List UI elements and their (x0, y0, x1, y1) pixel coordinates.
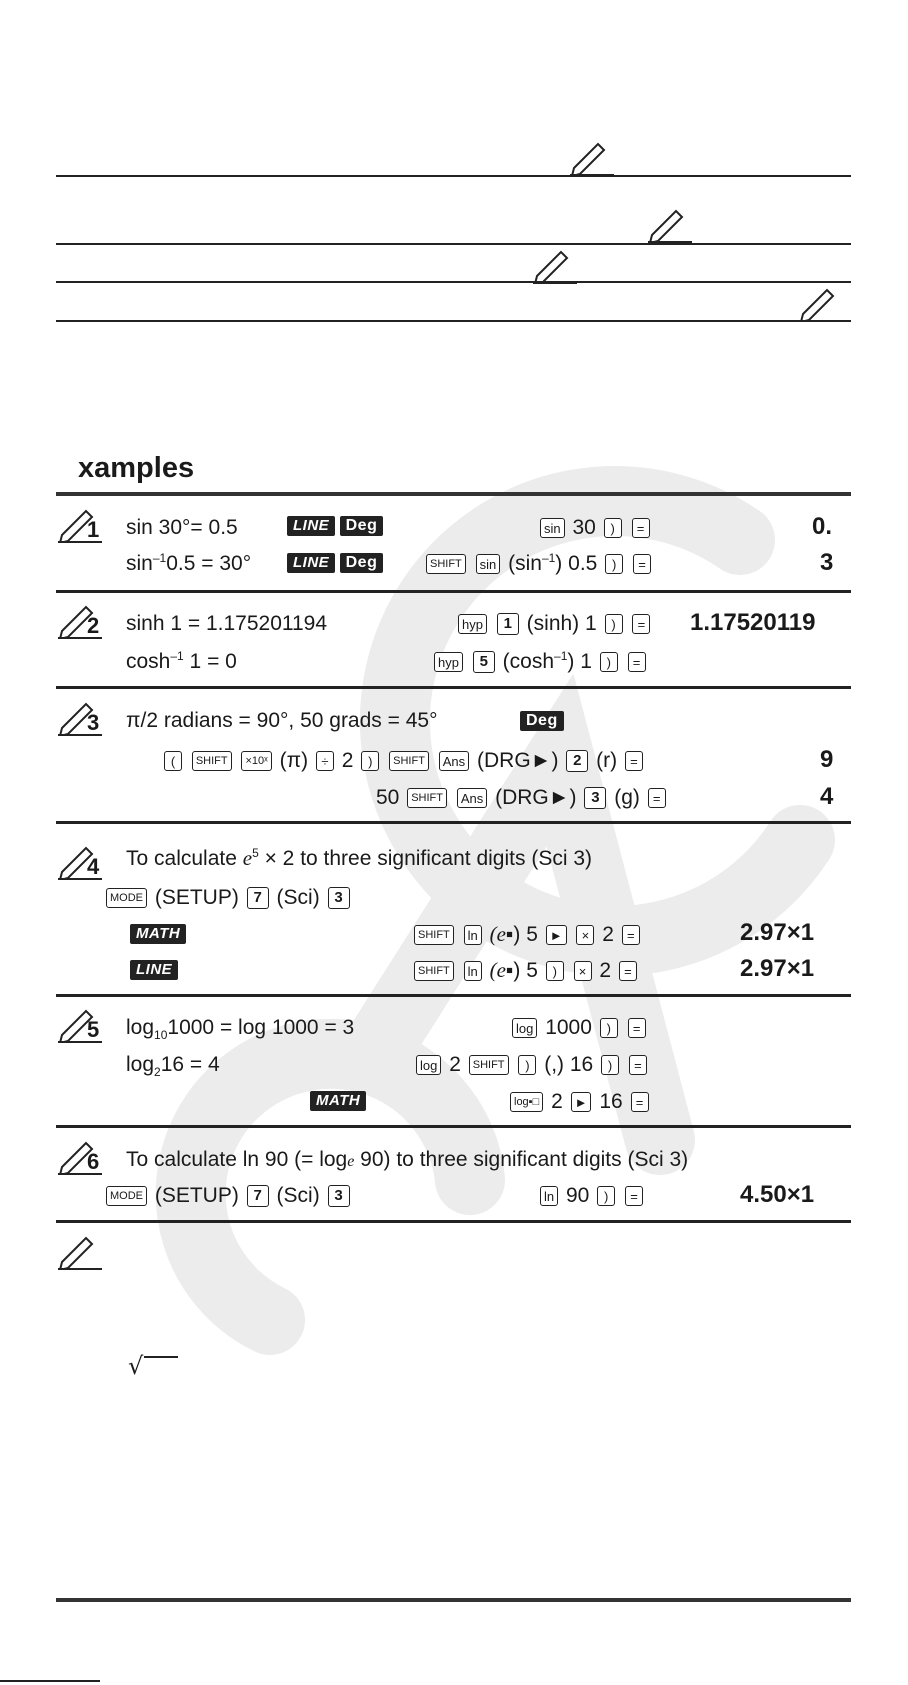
example-number: 6 (87, 1149, 100, 1174)
hyp-key[interactable]: hyp (434, 652, 463, 672)
close-paren-key[interactable]: ) (546, 961, 564, 981)
three-key[interactable]: 3 (328, 1185, 350, 1207)
mode-key[interactable]: MODE (106, 888, 147, 908)
three-key[interactable]: 3 (584, 787, 606, 809)
close-paren-key[interactable]: ) (361, 751, 379, 771)
key-label-end: ▪) (505, 959, 521, 982)
setup-sequence (104, 1183, 352, 1209)
sin-key[interactable]: sin (540, 518, 565, 538)
shift-key[interactable]: SHIFT (192, 751, 232, 771)
rule (56, 686, 851, 689)
expr-pre: cosh (126, 650, 171, 673)
open-paren-key[interactable]: ( (164, 751, 182, 771)
key-label: (,) (544, 1053, 565, 1076)
log-key[interactable]: log (512, 1018, 537, 1038)
key-label: (r) (596, 749, 618, 772)
result: 1.17520119 (690, 609, 816, 636)
expr-pre: sin (126, 552, 153, 575)
equals-key[interactable]: = (648, 788, 666, 808)
equals-key[interactable]: = (631, 1092, 649, 1112)
rule (56, 821, 851, 824)
pencil-icon (568, 138, 616, 176)
example-number: 5 (87, 1017, 100, 1042)
title-post: 90) to three significant digits (Sci 3) (354, 1148, 689, 1171)
key-text: 50 (376, 786, 400, 809)
key-text: 1000 (545, 1016, 592, 1039)
close-paren-key[interactable]: ) (604, 518, 622, 538)
key-sequence (162, 748, 645, 774)
five-key[interactable]: 5 (473, 651, 495, 673)
rule (56, 243, 851, 245)
line-badge: LINE (287, 553, 335, 573)
result: 4 (820, 783, 834, 810)
sqrt-bar (144, 1356, 178, 1358)
close-paren-key[interactable]: ) (605, 614, 623, 634)
three-key[interactable]: 3 (328, 887, 350, 909)
log-box-key[interactable]: log▪□ (510, 1092, 543, 1112)
pencil-icon (797, 284, 845, 322)
example-number: 1 (87, 517, 100, 542)
ln-key[interactable]: ln (464, 961, 482, 981)
pencil-icon (531, 246, 579, 284)
math-badge: MATH (310, 1091, 366, 1111)
key-label: (DRG►) (477, 749, 559, 772)
title-sup: 5 (252, 846, 259, 860)
expr-pre: log (126, 1016, 155, 1039)
key-label-end: ) (555, 552, 563, 575)
result: 2.97×1 (740, 919, 815, 946)
ans-key[interactable]: Ans (439, 751, 469, 771)
key-label: (Sci) (276, 1184, 320, 1207)
expr-sub: 10 (154, 1028, 168, 1043)
expr-post: 1000 = log 1000 = 3 (167, 1016, 355, 1039)
close-paren-key[interactable]: ) (601, 1055, 619, 1075)
section-heading: xamples (78, 452, 195, 484)
example-number: 4 (87, 854, 100, 879)
key-label-sup: –1 (541, 551, 556, 565)
mode-badges (287, 553, 383, 573)
equals-key[interactable]: = (625, 751, 643, 771)
rule (56, 1598, 851, 1602)
sqrt-symbol: √ (128, 1352, 144, 1380)
key-label: (e (489, 922, 506, 946)
key-sequence (414, 1052, 649, 1078)
equals-key[interactable]: = (632, 614, 650, 634)
close-paren-key[interactable]: ) (597, 1186, 615, 1206)
rule (56, 320, 851, 322)
hyp-key[interactable]: hyp (458, 614, 487, 634)
expression: sinh 1 = 1.175201194 (126, 612, 328, 635)
mode-badges (287, 516, 383, 536)
key-text: 16 (599, 1090, 623, 1113)
key-label: (cosh (502, 650, 555, 673)
key-sequence (510, 1015, 648, 1041)
key-text: 1 (585, 612, 597, 635)
line-badge: LINE (130, 960, 178, 980)
shift-key[interactable]: SHIFT (407, 788, 447, 808)
equals-key[interactable]: = (629, 1055, 647, 1075)
x10-key[interactable]: ×10ˣ (241, 751, 271, 771)
equals-key[interactable]: = (622, 925, 640, 945)
deg-badge: Deg (340, 516, 384, 536)
setup-sequence (104, 885, 352, 911)
title-e: e (242, 846, 253, 870)
key-label: (DRG►) (495, 786, 577, 809)
equals-key[interactable]: = (625, 1186, 643, 1206)
rule (56, 492, 851, 496)
key-label: (π) (279, 749, 309, 772)
expr-pre: log (126, 1053, 155, 1076)
shift-key[interactable]: SHIFT (414, 961, 454, 981)
key-sequence (376, 785, 668, 811)
math-badge: MATH (130, 924, 186, 944)
key-sequence (412, 921, 642, 948)
rule (56, 1125, 851, 1128)
key-text: 90 (565, 1184, 590, 1207)
result: 9 (820, 746, 834, 773)
key-text: 5 (526, 959, 538, 982)
shift-key[interactable]: SHIFT (389, 751, 429, 771)
example-title (126, 845, 592, 872)
example-number: 2 (87, 613, 100, 638)
key-text: 30 (572, 516, 596, 539)
key-label-sup: –1 (554, 649, 568, 663)
key-sequence (508, 1089, 651, 1115)
close-paren-key[interactable]: ) (600, 652, 618, 672)
example-number: 3 (87, 710, 100, 735)
equals-key[interactable]: = (619, 961, 637, 981)
ln-key[interactable]: ln (540, 1186, 558, 1206)
key-sequence (456, 611, 652, 637)
example-title (126, 1147, 688, 1175)
rule (0, 1680, 100, 1682)
log-key[interactable]: log (416, 1055, 441, 1075)
key-label: (e (489, 958, 506, 982)
rule (56, 1220, 851, 1223)
key-label: (Sci) (276, 886, 320, 909)
key-sequence (538, 515, 652, 541)
result: 0. (812, 513, 833, 540)
expr-post: 1 = 0 (183, 650, 237, 673)
ans-key[interactable]: Ans (457, 788, 487, 808)
expr-post: 0.5 = 30° (166, 552, 252, 575)
equals-key[interactable]: = (633, 554, 651, 574)
pencil-icon (646, 205, 694, 243)
times-key[interactable]: × (574, 961, 592, 981)
key-sequence (412, 957, 639, 984)
shift-key[interactable]: SHIFT (426, 554, 466, 574)
rule (56, 994, 851, 997)
key-sequence (424, 551, 653, 577)
equals-key[interactable]: = (628, 1018, 646, 1038)
key-sequence (432, 649, 648, 675)
result: 4.50×1 (740, 1181, 815, 1208)
key-text: 16 (569, 1053, 594, 1076)
seven-key[interactable]: 7 (247, 887, 269, 909)
key-text: 2 (449, 1053, 461, 1076)
line-badge: LINE (287, 516, 335, 536)
expression (126, 1015, 354, 1041)
expression (126, 1052, 220, 1078)
rule (56, 590, 851, 593)
pencil-icon (56, 1232, 104, 1270)
expr-sup: –1 (170, 649, 184, 663)
right-arrow-key[interactable]: ► (546, 925, 567, 945)
shift-key[interactable]: SHIFT (414, 925, 454, 945)
key-label: (sinh) (526, 612, 580, 635)
expr-sub: 2 (154, 1065, 161, 1080)
result: 2.97×1 (740, 955, 815, 982)
times-key[interactable]: × (576, 925, 594, 945)
key-label: (sin (508, 552, 542, 575)
key-label-end: ) (567, 650, 575, 673)
rule (56, 175, 851, 177)
example-title: π/2 radians = 90°, 50 grads = 45° (126, 709, 438, 732)
two-key[interactable]: 2 (566, 750, 588, 772)
mode-key[interactable]: MODE (106, 1186, 147, 1206)
key-text: 0.5 (568, 552, 598, 575)
title-post: × 2 to three significant digits (Sci 3) (258, 847, 592, 870)
title-pre: To calculate ln 90 (= log (126, 1148, 348, 1171)
expression (126, 649, 237, 675)
seven-key[interactable]: 7 (247, 1185, 269, 1207)
close-paren-key[interactable]: ) (518, 1055, 536, 1075)
deg-badge: Deg (340, 553, 384, 573)
result: 3 (820, 549, 834, 576)
key-label-end: ▪) (505, 923, 521, 946)
key-text: 2 (599, 959, 612, 982)
title-e: e (347, 1153, 355, 1170)
key-text: 5 (526, 923, 538, 946)
deg-badge: Deg (520, 711, 564, 731)
expression: sin 30°= 0.5 (126, 516, 238, 539)
expression (126, 551, 251, 577)
expr-post: 16 = 4 (160, 1053, 220, 1076)
sin-key[interactable]: sin (476, 554, 501, 574)
key-text: 2 (602, 923, 614, 946)
equals-key[interactable]: = (632, 518, 650, 538)
key-label: (g) (614, 786, 640, 809)
one-key[interactable]: 1 (497, 613, 519, 635)
key-label: (SETUP) (154, 886, 239, 909)
key-text: 2 (551, 1090, 563, 1113)
rule (56, 281, 851, 283)
equals-key[interactable]: = (628, 652, 646, 672)
shift-key[interactable]: SHIFT (469, 1055, 509, 1075)
key-text: 2 (341, 749, 354, 772)
key-sequence (538, 1183, 645, 1209)
close-paren-key[interactable]: ) (600, 1018, 618, 1038)
divide-key[interactable]: ÷ (316, 751, 334, 771)
key-text: 1 (580, 650, 592, 673)
title-pre: To calculate (126, 847, 243, 870)
key-label: (SETUP) (154, 1184, 239, 1207)
right-arrow-key[interactable]: ► (571, 1092, 592, 1112)
ln-key[interactable]: ln (464, 925, 482, 945)
close-paren-key[interactable]: ) (605, 554, 623, 574)
expr-sup: –1 (152, 551, 167, 565)
